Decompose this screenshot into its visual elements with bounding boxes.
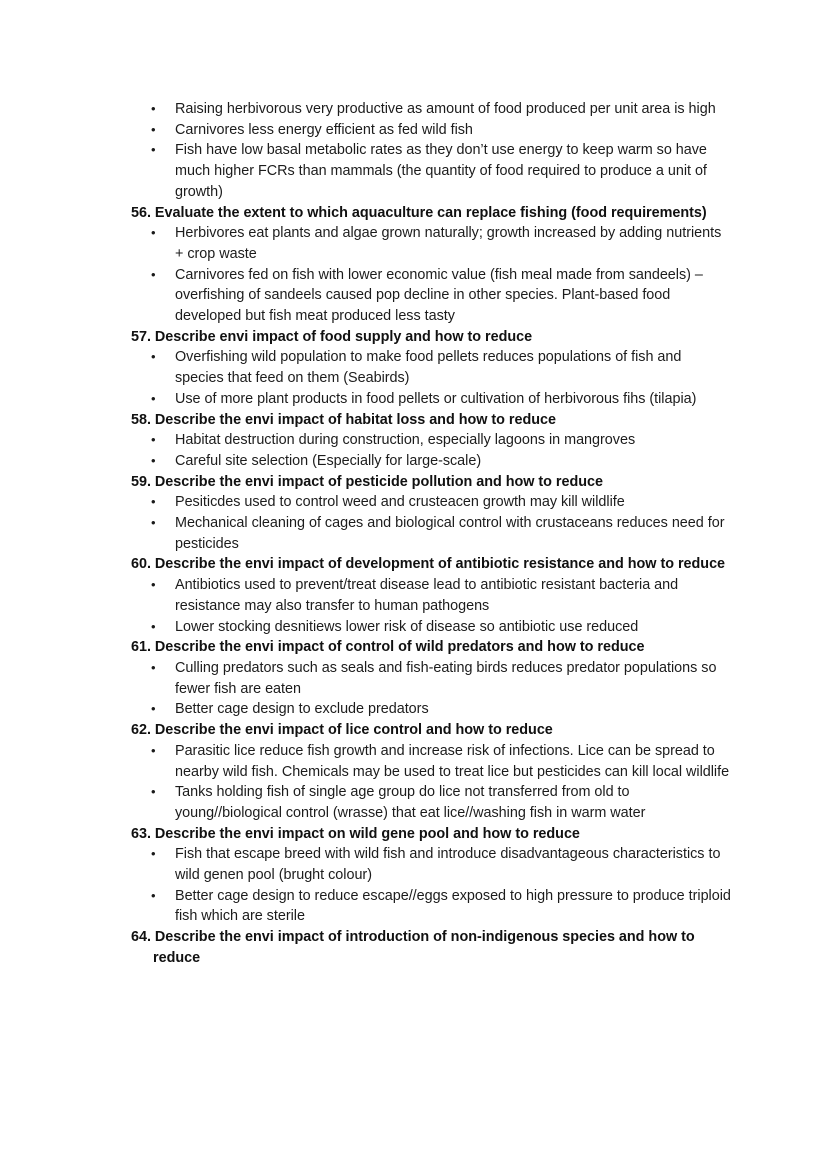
document-body: [131, 99, 731, 969]
numbered-heading: 61. Describe the envi impact of control of wild predators and how to reduce: [131, 639, 645, 656]
numbered-heading: 62. Describe the envi impact of lice control and how to reduce: [131, 722, 553, 739]
numbered-heading: 63. Describe the envi impact on wild gene pool and how to reduce: [131, 825, 580, 842]
bullet-item: • Pesiticdes used to control weed and crusteacen growth may kill wildlife: [131, 492, 731, 513]
bullet-item: • Carnivores fed on fish with lower economic value (fish meal made from sandeels) – overfishing of sandeels caused pop decline in other species. Plant-based food developed but fish meat produced less tasty: [131, 265, 731, 327]
bullet-item: • Better cage design to exclude predators: [131, 699, 731, 720]
bullet-item: • Better cage design to reduce escape//eggs exposed to high pressure to produce triploid fish which are sterile: [131, 886, 731, 927]
bullet-item: • Tanks holding fish of single age group do lice not transferred from old to young//biological control (wrasse) that eat lice//washing fish in warm water: [131, 782, 731, 823]
bullet-item: • Lower stocking desnitiews lower risk of disease so antibiotic use reduced: [131, 617, 731, 638]
bullet-item: • Habitat destruction during construction, especially lagoons in mangroves: [131, 430, 731, 451]
bullet-list: [131, 844, 731, 927]
bullet-list: [131, 347, 731, 409]
bullet-list: [131, 430, 731, 471]
bullet-list: [131, 658, 731, 720]
bullet-item: • Antibiotics used to prevent/treat disease lead to antibiotic resistant bacteria and resistance may also transfer to human pathogens: [131, 575, 731, 616]
bullet-item: • Careful site selection (Especially for large-scale): [131, 451, 731, 472]
numbered-heading: 56. Evaluate the extent to which aquaculture can replace fishing (food requirements): [131, 204, 707, 221]
bullet-item: • Parasitic lice reduce fish growth and increase risk of infections. Lice can be spread to nearby wild fish. Chemicals may be used to treat lice but pesticides can kill local wildlife: [131, 741, 731, 782]
numbered-heading: 58. Describe the envi impact of habitat loss and how to reduce: [131, 411, 556, 428]
numbered-heading: 60. Describe the envi impact of development of antibiotic resistance and how to reduce: [131, 556, 726, 573]
numbered-heading: 57. Describe envi impact of food supply and how to reduce: [131, 328, 533, 345]
bullet-item: • Mechanical cleaning of cages and biological control with crustaceans reduces need for pesticides: [131, 513, 731, 554]
bullet-list: [131, 492, 731, 554]
bullet-list: [131, 99, 731, 203]
bullet-list: [131, 575, 731, 637]
bullet-item: • Raising herbivorous very productive as amount of food produced per unit area is high: [131, 99, 731, 120]
numbered-heading: 64. Describe the envi impact of introduction of non-indigenous species and how to reduce: [131, 929, 695, 966]
bullet-item: • Culling predators such as seals and fish-eating birds reduces predator populations so fewer fish are eaten: [131, 658, 731, 699]
bullet-list: [131, 741, 731, 824]
bullet-item: • Overfishing wild population to make food pellets reduces populations of fish and species that feed on them (Seabirds): [131, 347, 731, 388]
bullet-item: • Use of more plant products in food pellets or cultivation of herbivorous fihs (tilapia): [131, 389, 731, 410]
numbered-heading: 59. Describe the envi impact of pesticide pollution and how to reduce: [131, 473, 604, 490]
bullet-item: • Fish have low basal metabolic rates as they don’t use energy to keep warm so have much higher FCRs than mammals (the quantity of food required to produce a unit of growth): [131, 140, 731, 202]
bullet-item: • Carnivores less energy efficient as fed wild fish: [131, 120, 731, 141]
bullet-list: [131, 223, 731, 327]
bullet-item: • Fish that escape breed with wild fish and introduce disadvantageous characteristics to wild genen pool (brught colour): [131, 844, 731, 885]
bullet-item: • Herbivores eat plants and algae grown naturally; growth increased by adding nutrients + crop waste: [131, 223, 731, 264]
